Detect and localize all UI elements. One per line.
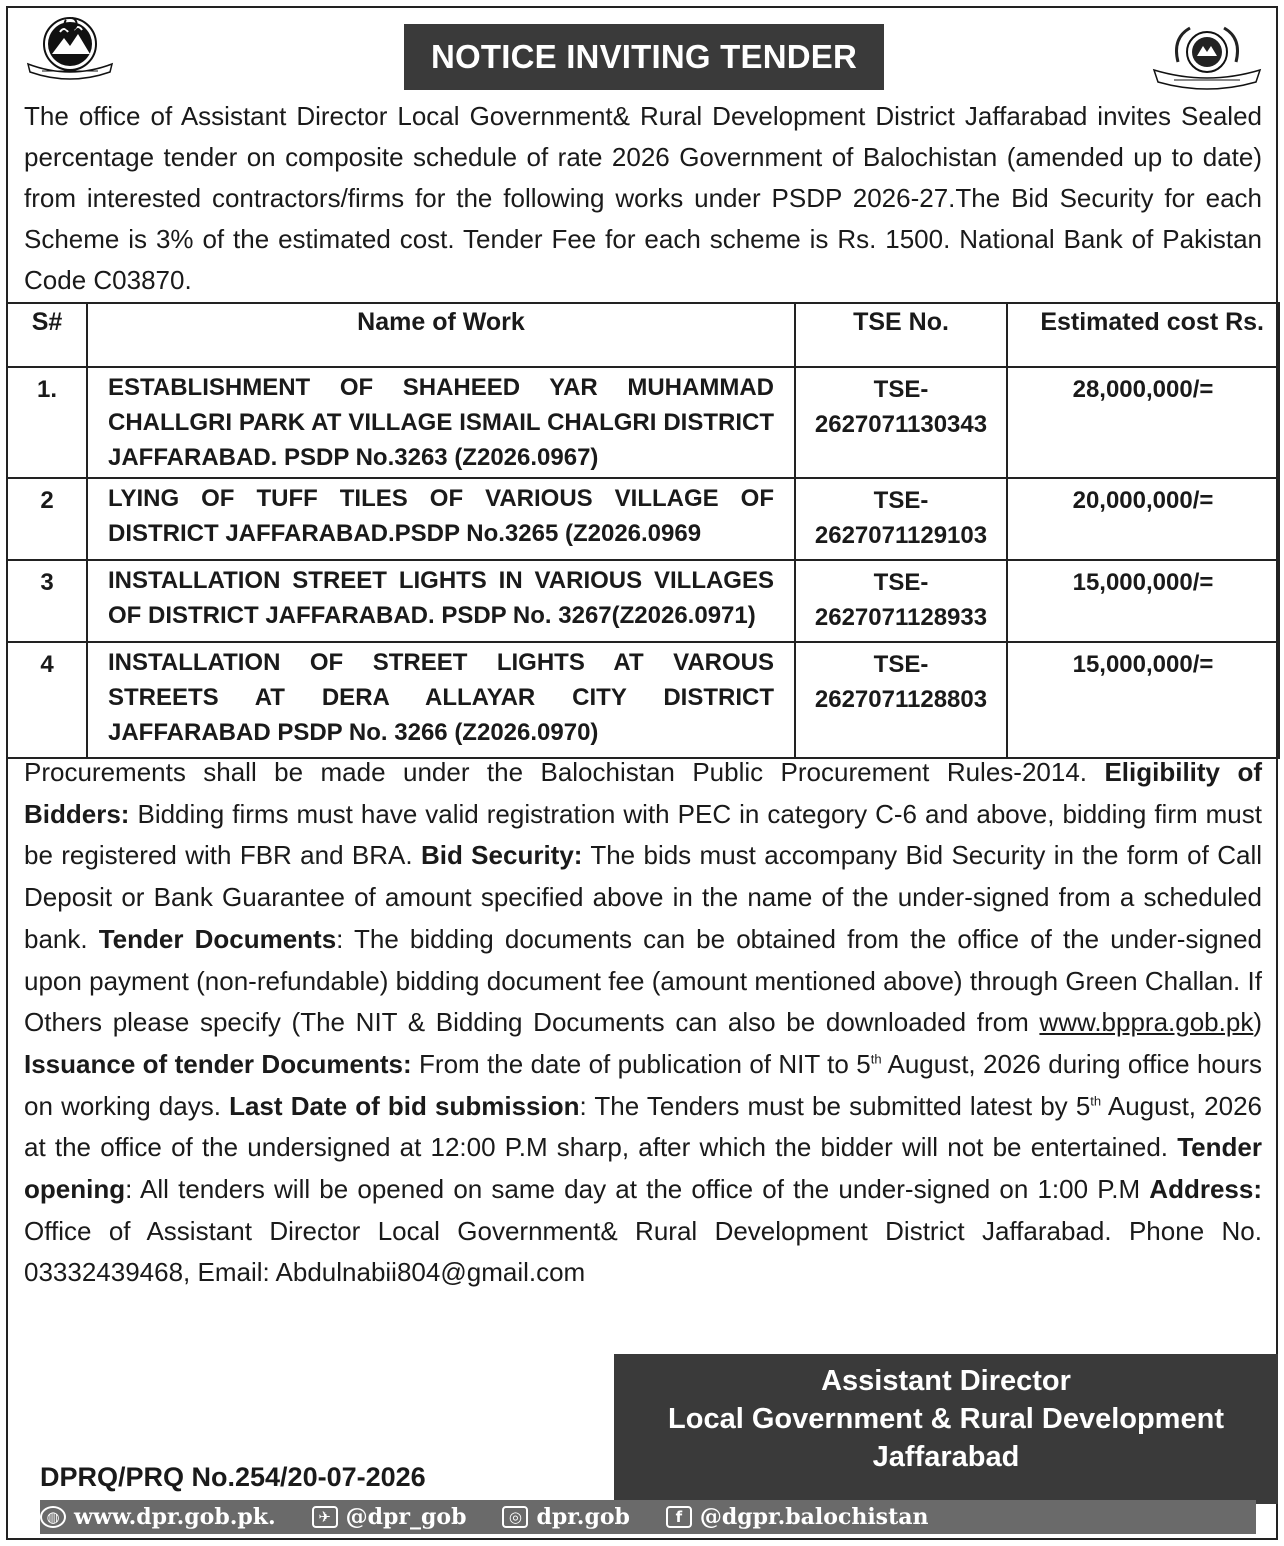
- tse-number: 2627071130343: [814, 411, 988, 438]
- signature-block: [614, 1354, 1278, 1504]
- table-header-row: [7, 303, 1279, 367]
- table-row: [7, 367, 1279, 478]
- signature-department: Local Government & Rural Development: [668, 1403, 1224, 1435]
- footer-facebook-text: @dgpr.balochistan: [699, 1504, 929, 1530]
- tse-number: 2627071129103: [814, 522, 988, 549]
- tse-number: 2627071128933: [814, 604, 988, 631]
- globe-icon: ◍: [40, 1506, 66, 1528]
- issuance-text: From the date of publication of NIT to 5: [411, 1048, 871, 1079]
- row-name-of-work: INSTALLATION OF STREET LIGHTS AT VAROUS STREETS AT DERA ALLAYAR CITY DISTRICT JAFFARABAD PSDP No. 3266 (Z2026.0970): [87, 642, 795, 758]
- eligibility-label: Eligibility of Bidders:: [24, 757, 1262, 829]
- last-date-label: Last Date of bid submission: [229, 1090, 580, 1121]
- row-name-of-work: LYING OF TUFF TILES OF VARIOUS VILLAGE OF DISTRICT JAFFARABAD.PSDP No.3265 (Z2026.0969: [87, 478, 795, 560]
- row-cost: 15,000,000/=: [1007, 642, 1279, 758]
- table-row: [7, 478, 1279, 560]
- row-tse: [795, 478, 1007, 560]
- balochistan-emblem-icon: [22, 14, 118, 84]
- header-name-of-work: Name of Work: [87, 303, 795, 367]
- notice-title: NOTICE INVITING TENDER: [404, 24, 884, 90]
- table-row: [7, 642, 1279, 758]
- intro-paragraph: The office of Assistant Director Local Government& Rural Development District Jaffarabad invites Sealed percentage tender on composite schedule of rate 2026 Government of Balochistan (amended up to date) from interested contractors/firms for the following works under PSDP 2026-27.The Bid Security for each Scheme is 3% of the estimated cost. Tender Fee for each scheme is Rs. 1500. National Bank of Pakistan Code C03870.: [24, 101, 1262, 295]
- local-government-emblem-icon: [1150, 22, 1264, 94]
- last-date-superscript: th: [1090, 1092, 1102, 1108]
- dprq-reference: DPRQ/PRQ No.254/20-07-2026: [40, 1462, 426, 1492]
- row-tse: [795, 642, 1007, 758]
- terms-paragraph: [24, 752, 1262, 1294]
- row-tse: [795, 560, 1007, 642]
- tender-opening-text: : All tenders will be opened on same day at the office of the under-signed on 1:00 P.M: [125, 1174, 1150, 1205]
- row-sn: 3: [7, 560, 87, 642]
- last-date-text: : The Tenders must be submitted latest by 5: [579, 1090, 1091, 1121]
- facebook-icon: f: [666, 1506, 692, 1528]
- tse-number: 2627071128803: [814, 686, 988, 713]
- issuance-text-2: August, 2026 during office hours on working days.: [24, 1048, 1262, 1121]
- row-cost: 28,000,000/=: [1007, 367, 1279, 478]
- row-sn: 1.: [7, 367, 87, 478]
- procurement-rules-text: Procurements shall be made under the Balochistan Public Procurement Rules-2014.: [24, 757, 1105, 787]
- after-website-text: ): [1253, 1007, 1262, 1038]
- row-tse: [795, 367, 1007, 478]
- row-sn: 4: [7, 642, 87, 758]
- twitter-icon: ✈: [312, 1506, 338, 1528]
- eligibility-text: Bidding firms must have valid registration with PEC in category C-6 and above, bidding firm must be registered with FBR and BRA.: [24, 798, 1262, 871]
- issuance-superscript: th: [870, 1051, 882, 1067]
- tse-prefix: TSE-: [873, 487, 929, 514]
- tse-prefix: TSE-: [873, 569, 929, 596]
- signature-designation: Assistant Director: [821, 1365, 1071, 1397]
- last-date-text-2: August, 2026 at the office of the undersigned at 12:00 P.M sharp, after which the bidder will not be entertained.: [24, 1090, 1263, 1163]
- tender-opening-label: Tender opening: [24, 1132, 1262, 1205]
- row-cost: 20,000,000/=: [1007, 478, 1279, 560]
- tse-prefix: TSE-: [873, 376, 929, 403]
- row-cost: 15,000,000/=: [1007, 560, 1279, 642]
- row-sn: 2: [7, 478, 87, 560]
- bid-security-text: The bids must accompany Bid Security in the form of Call Deposit or Bank Guarantee of amount specified above in the name of the under-signed from a scheduled bank.: [24, 840, 1262, 954]
- footer-facebook[interactable]: [666, 1504, 929, 1530]
- footer-instagram[interactable]: [502, 1504, 629, 1530]
- footer-twitter[interactable]: [312, 1504, 467, 1530]
- footer-bar: [40, 1500, 1256, 1534]
- footer-website-text: www.dpr.gob.pk.: [74, 1504, 276, 1530]
- row-name-of-work: INSTALLATION STREET LIGHTS IN VARIOUS VILLAGES OF DISTRICT JAFFARABAD. PSDP No. 3267(Z2026.0971): [87, 560, 795, 642]
- header-tse-no: TSE No.: [795, 303, 1007, 367]
- tender-documents-label: Tender Documents: [98, 923, 337, 954]
- bid-security-label: Bid Security:: [420, 840, 583, 871]
- bppra-website-link[interactable]: www.bppra.gob.pk: [1039, 1007, 1254, 1038]
- footer-twitter-text: @dpr_gob: [345, 1504, 467, 1530]
- address-label: Address:: [1149, 1174, 1262, 1205]
- tse-prefix: TSE-: [873, 651, 929, 678]
- address-text: Office of Assistant Director Local Government& Rural Development District Jaffarabad. Phone No. 03332439468, Email: Abdulnabii804@gmail.com: [24, 1215, 1262, 1288]
- header-sn: S#: [7, 303, 87, 367]
- footer-instagram-text: dpr.gob: [536, 1504, 630, 1530]
- instagram-icon: ◎: [502, 1506, 528, 1528]
- footer-website[interactable]: [40, 1504, 276, 1530]
- header-estimated-cost: Estimated cost Rs.: [1007, 303, 1279, 367]
- tender-documents-text: : The bidding documents can be obtained from the office of the under-signed upon payment (non-refundable) bidding document fee (amount mentioned above) through Green Challan. If Others please specify (The NIT & Bidding Documents can also be downloaded from: [24, 923, 1262, 1038]
- issuance-label: Issuance of tender Documents:: [24, 1048, 412, 1079]
- signature-district: Jaffarabad: [872, 1441, 1020, 1473]
- table-row: [7, 560, 1279, 642]
- row-name-of-work: ESTABLISHMENT OF SHAHEED YAR MUHAMMAD CHALLGRI PARK AT VILLAGE ISMAIL CHALGRI DISTRICT JAFFARABAD. PSDP No.3263 (Z2026.0967): [87, 367, 795, 478]
- works-table: [6, 302, 1280, 759]
